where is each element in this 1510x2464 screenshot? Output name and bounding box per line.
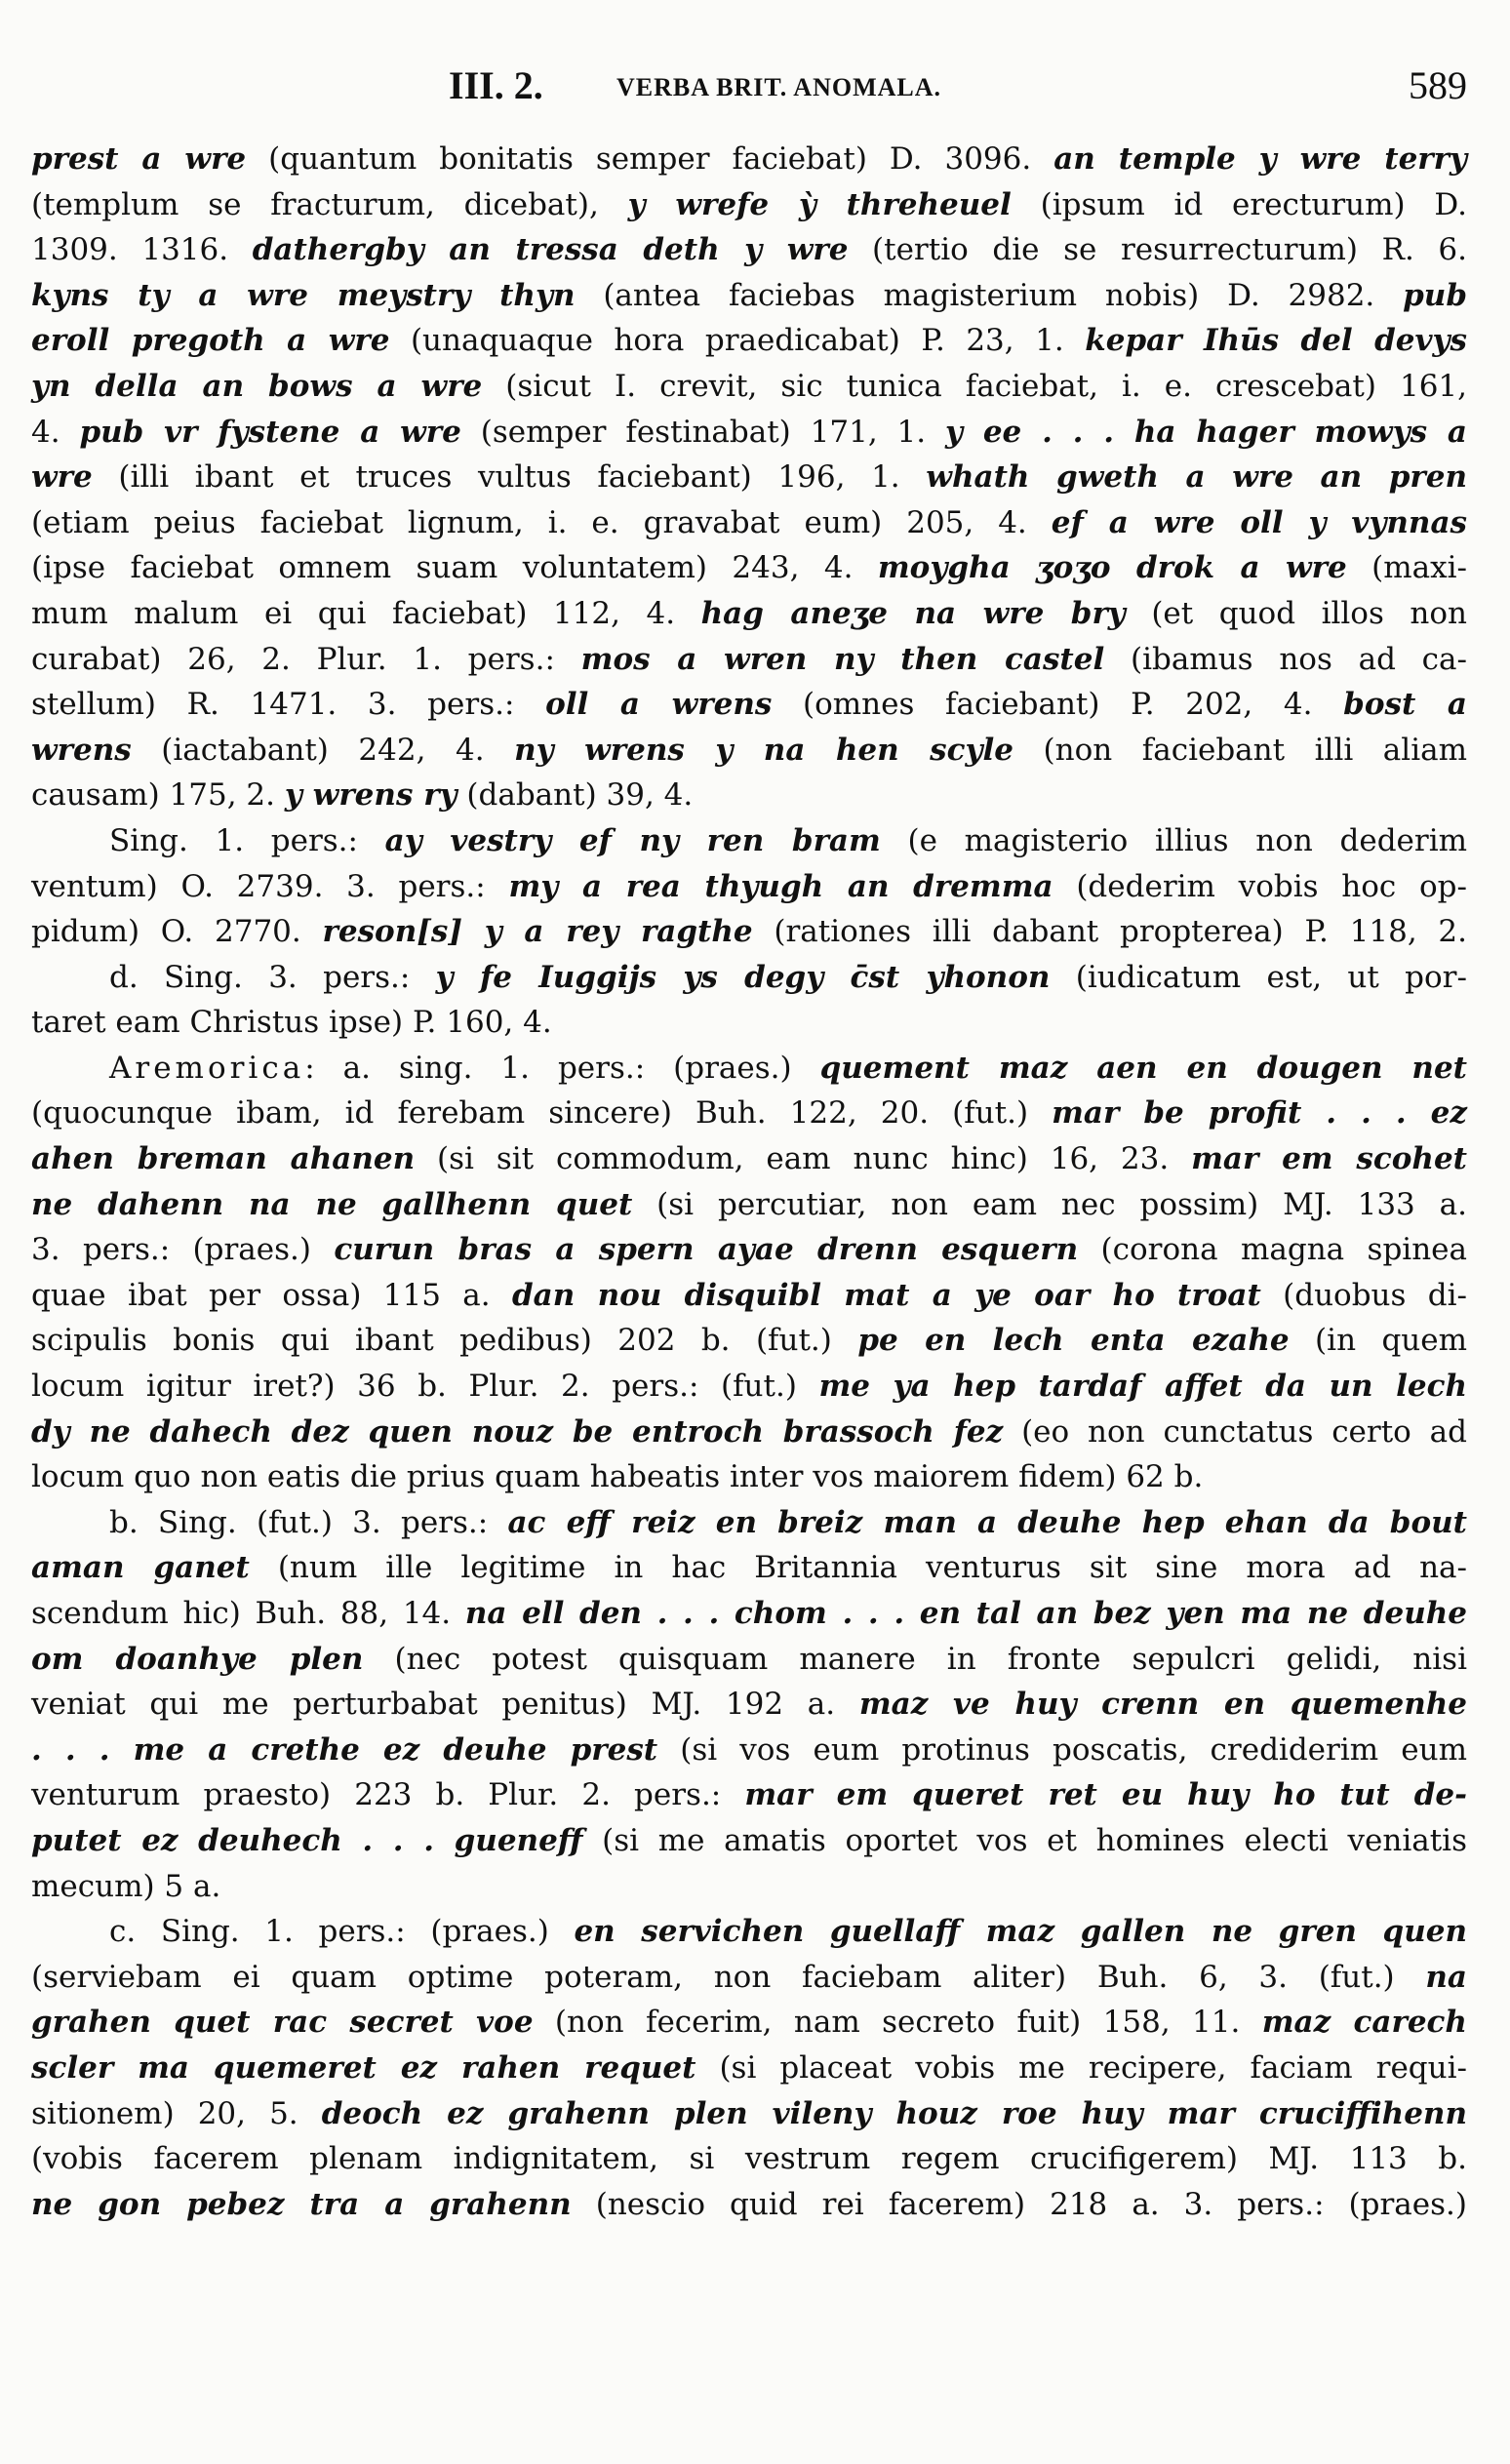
- latin-text: (num ille legitime in hac Britannia venturus sit sine mora ad na-: [249, 1550, 1467, 1586]
- text-line: [31, 682, 1467, 728]
- breton-quote: kyns ty a wre meystry thyn: [31, 277, 576, 313]
- breton-quote: y wrens ry: [284, 777, 457, 814]
- breton-quote: quement maz aen en dougen net: [819, 1050, 1467, 1086]
- latin-text: mum malum ei qui faciebat) 112, 4.: [31, 595, 701, 631]
- breton-quote: ny wrens y na hen scyle: [514, 732, 1014, 768]
- breton-quote: scler ma quemeret ez rahen requet: [31, 2049, 696, 2086]
- latin-text: (rationes illi dabant propterea) P. 118, 2.: [752, 914, 1467, 950]
- latin-text: (ibamus nos ad ca-: [1104, 641, 1468, 677]
- breton-quote: pub vr fystene a wre: [79, 414, 461, 450]
- latin-text: locum igitur iret?) 36 b. Plur. 2. pers.: (fut.): [31, 1369, 819, 1405]
- breton-quote: . . . me a crethe ez deuhe prest: [31, 1731, 658, 1768]
- text-line: [31, 1682, 1467, 1728]
- breton-quote: pub: [1403, 277, 1467, 313]
- text-line: [31, 864, 1467, 910]
- latin-text: (e magisterio illius non dederim: [880, 822, 1468, 858]
- breton-quote: ne dahenn na ne gallhenn quet: [31, 1186, 633, 1222]
- breton-quote: hag aneʒe na wre bry: [700, 595, 1126, 631]
- text-line: [31, 410, 1467, 456]
- breton-quote: dy ne dahech dez quen nouz be entroch brassoch fez: [31, 1413, 1004, 1450]
- latin-text: (illi ibant et truces vultus faciebant) 196, 1.: [92, 459, 927, 496]
- text-line: [31, 1500, 1467, 1546]
- text-line: [31, 1227, 1467, 1273]
- latin-text: (duobus di-: [1260, 1277, 1467, 1313]
- breton-quote: maz carech: [1261, 2005, 1467, 2041]
- latin-text: (nec potest quisquam manere in fronte sepulcri gelidi, nisi: [363, 1641, 1467, 1677]
- text-line: [31, 273, 1467, 319]
- text-line: [31, 773, 1467, 818]
- latin-text: (tertio die se resurrecturum) R. 6.: [848, 232, 1467, 268]
- breton-quote: wre: [31, 459, 93, 496]
- text-line: [31, 1728, 1467, 1773]
- text-line: [31, 728, 1467, 774]
- section-number: III. 2.: [449, 63, 543, 107]
- latin-text: locum quo non eatis die prius quam habeatis inter vos maiorem fidem) 62 b.: [31, 1459, 1204, 1495]
- text-line: [31, 637, 1467, 683]
- latin-text: (eo non cunctatus certo ad: [1003, 1413, 1467, 1450]
- running-header: [31, 59, 1467, 113]
- latin-text: stellum) R. 1471. 3. pers.:: [31, 687, 546, 723]
- text-line: [31, 2000, 1467, 2046]
- breton-quote: reson[s] y a rey ragthe: [322, 914, 753, 950]
- text-line: [31, 227, 1467, 273]
- latin-text: (serviebam ei quam optime poteram, non faciebam aliter) Buh. 6, 3. (fut.): [31, 1959, 1426, 1995]
- latin-text: taret eam Christus ipse) P. 160, 4.: [31, 1005, 552, 1041]
- latin-text: 3. pers.: (praes.): [31, 1232, 335, 1268]
- latin-text: sitionem) 20, 5.: [31, 2095, 322, 2131]
- latin-text: d. Sing. 3. pers.:: [109, 959, 436, 995]
- breton-quote: y ee . . . ha hager mowys a: [945, 414, 1467, 450]
- latin-text: (corona magna spinea: [1078, 1232, 1467, 1268]
- latin-text: (quocunque ibam, id ferebam sincere) Buh. 122, 20. (fut.): [31, 1095, 1053, 1132]
- breton-quote: putet ez deuhech . . . gueneff: [31, 1822, 583, 1858]
- latin-text: (si placeat vobis me recipere, faciam requi-: [695, 2049, 1467, 2086]
- latin-text: (semper festinabat) 171, 1.: [460, 414, 945, 450]
- breton-quote: bost a: [1343, 687, 1467, 723]
- text-line: [31, 318, 1467, 364]
- latin-text: (etiam peius faciebat lignum, i. e. gravabat eum) 205, 4.: [31, 504, 1052, 540]
- latin-text: pidum) O. 2770.: [31, 914, 323, 950]
- text-line: [31, 1364, 1467, 1410]
- text-line: [31, 1136, 1467, 1182]
- latin-text: (iudicatum est, ut por-: [1050, 959, 1467, 995]
- latin-text: (iactabant) 242, 4.: [131, 732, 515, 768]
- text-line: [31, 909, 1467, 955]
- breton-quote: whath gweth a wre an pren: [926, 459, 1467, 496]
- breton-quote: mar em scohet: [1191, 1141, 1467, 1177]
- latin-text: (ipsum id erecturum) D.: [1011, 186, 1467, 222]
- text-line: [31, 455, 1467, 500]
- latin-text: (non fecerim, nam secreto fuit) 158, 11.: [533, 2005, 1262, 2041]
- breton-quote: grahen quet rac secret voe: [31, 2005, 534, 2041]
- breton-quote: om doanhye plen: [31, 1641, 364, 1677]
- latin-text: (omnes faciebant) P. 202, 4.: [772, 687, 1344, 723]
- text-line: [31, 1591, 1467, 1637]
- text-line: [31, 1000, 1467, 1046]
- breton-quote: moygha ʒoʒo drok a wre: [877, 550, 1347, 586]
- latin-text: 1309. 1316.: [31, 232, 253, 268]
- latin-text: (et quod illos non: [1125, 595, 1467, 631]
- latin-text: Sing. 1. pers.:: [109, 822, 385, 858]
- latin-text: (vobis facerem plenam indignitatem, si vestrum regem crucifigerem) MJ. 113 b.: [31, 2141, 1467, 2177]
- breton-quote: mar be profit . . . ez: [1052, 1095, 1467, 1132]
- latin-text: veniat qui me perturbabat penitus) MJ. 192 a.: [31, 1687, 859, 1723]
- breton-quote: ay vestry ef ny ren bram: [384, 822, 881, 858]
- breton-quote: deoch ez grahenn plen vileny houz roe huy mar cruciffihenn: [321, 2095, 1467, 2131]
- text-line: [31, 2091, 1467, 2137]
- breton-quote: dathergby an tressa deth y wre: [252, 232, 849, 268]
- breton-quote: en servichen guellaff maz gallen ne gren quen: [574, 1914, 1467, 1950]
- breton-quote: maz ve huy crenn en quemenhe: [858, 1687, 1468, 1723]
- latin-text: 4.: [31, 414, 80, 450]
- latin-text: (in quem: [1289, 1323, 1467, 1359]
- breton-quote: mar em queret ret eu huy ho tut de-: [744, 1777, 1468, 1813]
- text-line: [31, 1818, 1467, 1864]
- latin-text: (sicut I. crevit, sic tunica faciebat, i. e. crescebat) 161,: [482, 368, 1467, 404]
- text-line: [31, 1454, 1467, 1500]
- latin-text: (antea faciebas magisterium nobis) D. 2982.: [575, 277, 1404, 313]
- breton-quote: y wrefe ỳ threheuel: [627, 186, 1012, 222]
- text-line: [31, 1318, 1467, 1364]
- running-title: VERBA BRIT. ANOMALA.: [616, 73, 942, 101]
- latin-text: mecum) 5 a.: [31, 1868, 221, 1904]
- breton-quote: oll a wrens: [545, 687, 773, 723]
- latin-text: b. Sing. (fut.) 3. pers.:: [109, 1504, 508, 1540]
- latin-text: (quantum bonitatis semper faciebat) D. 3096.: [246, 141, 1054, 177]
- text-line: [31, 1046, 1467, 1092]
- breton-quote: ne gon pebez tra a grahenn: [31, 2186, 572, 2222]
- breton-quote: an temple y wre terry: [1053, 141, 1467, 177]
- latin-text: scipulis bonis qui ibant pedibus) 202 b. (fut.): [31, 1323, 858, 1359]
- breton-quote: ef a wre oll y vynnas: [1051, 504, 1467, 540]
- latin-text: quae ibat per ossa) 115 a.: [31, 1277, 512, 1313]
- latin-text: (ipse faciebat omnem suam voluntatem) 243, 4.: [31, 550, 878, 586]
- text-line: [31, 591, 1467, 637]
- text-line: [31, 1182, 1467, 1228]
- breton-quote: pe en lech enta ezahe: [857, 1323, 1290, 1359]
- latin-text: scendum hic) Buh. 88, 14.: [31, 1596, 465, 1631]
- breton-quote: ahen breman ahanen: [31, 1141, 416, 1177]
- latin-text: (si me amatis oportet vos et homines electi veniatis: [582, 1822, 1468, 1858]
- latin-text: (si vos eum protinus poscatis, crediderim eum: [657, 1731, 1467, 1768]
- page-number: 589: [1409, 63, 1467, 107]
- text-line: [31, 182, 1467, 228]
- breton-quote: curun bras a spern ayae drenn esquern: [334, 1232, 1079, 1268]
- text-line: [31, 1864, 1467, 1910]
- breton-quote: na ell den . . . chom . . . en tal an bez yen ma ne deuhe: [464, 1596, 1467, 1631]
- latin-text: causam) 175, 2.: [31, 777, 285, 814]
- text-line: [31, 955, 1467, 1001]
- breton-quote: mos a wren ny then castel: [580, 641, 1105, 677]
- breton-quote: y fe Iuggijs ys degy c̄st yhonon: [435, 959, 1051, 995]
- latin-text: (unaquaque hora praedicabat) P. 23, 1.: [389, 323, 1086, 359]
- latin-text: (templum se fracturum, dicebat),: [31, 186, 628, 222]
- breton-quote: wrens: [31, 732, 132, 768]
- latin-text: c. Sing. 1. pers.: (praes.): [109, 1914, 575, 1950]
- text-line: [31, 364, 1467, 410]
- text-line: [31, 2046, 1467, 2091]
- text-line: [31, 1909, 1467, 1955]
- breton-quote: my a rea thyugh an dremma: [508, 868, 1053, 904]
- text-line: [31, 1091, 1467, 1136]
- text-line: [31, 1545, 1467, 1591]
- text-line: [31, 1273, 1467, 1319]
- text-line: [31, 1955, 1467, 2001]
- spaced-heading: Aremorica: [109, 1050, 305, 1086]
- text-line: [31, 545, 1467, 591]
- text-line: [31, 2182, 1467, 2228]
- breton-quote: kepar Ihūs del devys: [1085, 323, 1468, 359]
- latin-text: (nescio quid rei facerem) 218 a. 3. pers.: (praes.): [571, 2186, 1467, 2222]
- body-text: [31, 137, 1467, 2227]
- latin-text: (dederim vobis hoc op-: [1053, 868, 1467, 904]
- text-line: [31, 1637, 1467, 1683]
- breton-quote: aman ganet: [31, 1550, 250, 1586]
- breton-quote: eroll pregoth a wre: [31, 323, 390, 359]
- latin-text: (non faciebant illi aliam: [1013, 732, 1468, 768]
- text-line: [31, 500, 1467, 546]
- latin-text: (si percutiar, non eam nec possim) MJ. 133 a.: [632, 1186, 1468, 1222]
- breton-quote: me ya hep tardaf affet da un lech: [818, 1369, 1467, 1405]
- latin-text: (si sit commodum, eam nunc hinc) 16, 23.: [415, 1141, 1192, 1177]
- breton-quote: ac eff reiz en breiz man a deuhe hep ehan da bout: [507, 1504, 1467, 1540]
- latin-text: venturum praesto) 223 b. Plur. 2. pers.:: [31, 1777, 745, 1813]
- latin-text: (dabant) 39, 4.: [457, 777, 694, 814]
- breton-quote: na: [1425, 1959, 1467, 1995]
- text-line: [31, 818, 1467, 864]
- latin-text: ventum) O. 2739. 3. pers.:: [31, 868, 509, 904]
- latin-text: curabat) 26, 2. Plur. 1. pers.:: [31, 641, 581, 677]
- breton-quote: prest a wre: [31, 141, 247, 177]
- text-line: [31, 1772, 1467, 1818]
- text-line: [31, 1410, 1467, 1455]
- breton-quote: yn della an bows a wre: [31, 368, 483, 404]
- text-line: [31, 137, 1467, 182]
- breton-quote: dan nou disquibl mat a ye oar ho troat: [512, 1277, 1261, 1313]
- text-line: [31, 2136, 1467, 2182]
- latin-text: : a. sing. 1. pers.: (praes.): [304, 1050, 820, 1086]
- latin-text: (maxi-: [1346, 550, 1467, 586]
